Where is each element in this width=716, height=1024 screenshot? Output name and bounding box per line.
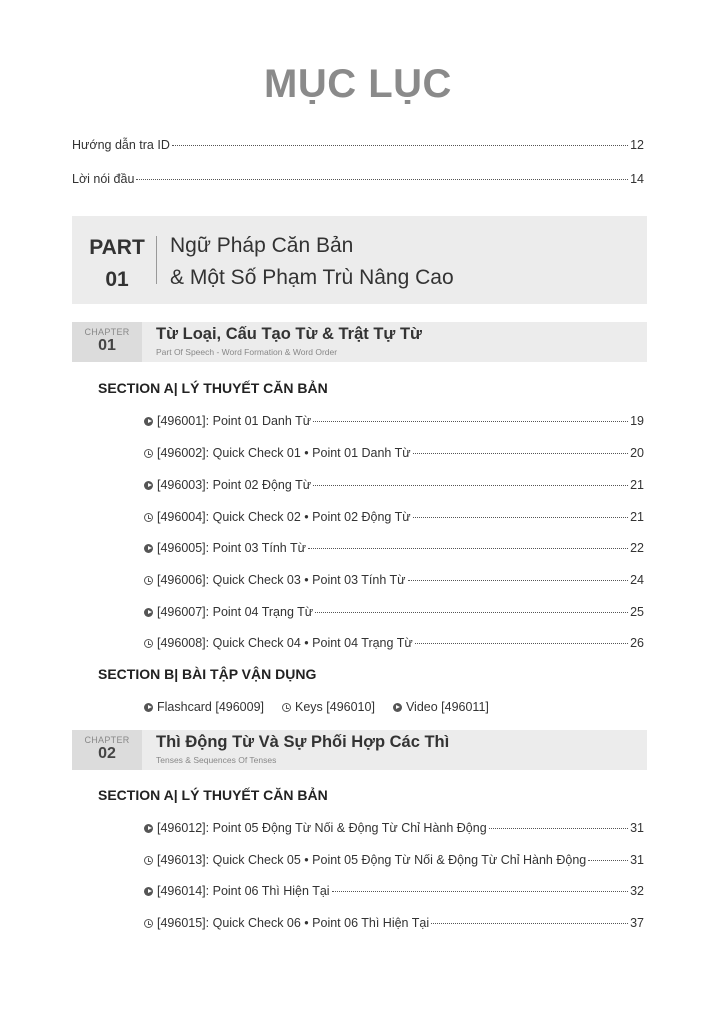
- toc-entry-label: Hướng dẫn tra ID: [72, 138, 170, 152]
- keys-link[interactable]: [282, 700, 375, 714]
- dot-leader: [172, 145, 628, 146]
- toc-item-label: [496004]: Quick Check 02 • Point 02 Động Từ: [157, 510, 411, 524]
- toc-item-label: [496006]: Quick Check 03 • Point 03 Tính Từ: [157, 573, 406, 587]
- section-a-heading: SECTION A| LÝ THUYẾT CĂN BẢN: [98, 787, 328, 803]
- dot-leader: [313, 421, 628, 422]
- toc-item[interactable]: [144, 541, 644, 555]
- clock-icon: [144, 576, 153, 585]
- toc-item-page: 31: [630, 853, 644, 867]
- toc-item[interactable]: [144, 446, 644, 460]
- dot-leader: [489, 828, 628, 829]
- dot-leader: [588, 860, 628, 861]
- chapter-word: CHAPTER: [84, 735, 130, 745]
- play-icon: [393, 703, 402, 712]
- toc-item-label: [496007]: Point 04 Trạng Từ: [157, 605, 314, 619]
- toc-item[interactable]: [144, 605, 644, 619]
- clock-icon: [282, 703, 291, 712]
- toc-item[interactable]: [144, 853, 644, 867]
- part-header: [72, 216, 647, 304]
- part-title-line1: Ngữ Pháp Căn Bản: [170, 234, 354, 257]
- chapter-subtitle: Tenses & Sequences Of Tenses: [156, 755, 277, 765]
- part-number: 01: [105, 268, 129, 291]
- clock-icon: [144, 449, 153, 458]
- part-divider: [156, 236, 157, 284]
- toc-entry-id-guide[interactable]: [72, 138, 644, 152]
- toc-item-page: 31: [630, 821, 644, 835]
- dot-leader: [308, 548, 628, 549]
- video-link[interactable]: [393, 700, 489, 714]
- part-title: [170, 230, 454, 294]
- toc-item-page: 19: [630, 414, 644, 428]
- toc-item-page: 20: [630, 446, 644, 460]
- play-icon: [144, 887, 153, 896]
- chapter-word: CHAPTER: [84, 327, 130, 337]
- part-title-line2: & Một Số Phạm Trù Nâng Cao: [170, 266, 454, 289]
- dot-leader: [415, 643, 628, 644]
- toc-entry-preface[interactable]: [72, 172, 644, 186]
- toc-item[interactable]: [144, 916, 644, 930]
- play-icon: [144, 544, 153, 553]
- chapter-number: 01: [98, 337, 116, 354]
- toc-item-label: [496001]: Point 01 Danh Từ: [157, 414, 312, 428]
- toc-item-page: 32: [630, 884, 644, 898]
- clock-icon: [144, 639, 153, 648]
- toc-item-label: [496008]: Quick Check 04 • Point 04 Trạng Từ: [157, 636, 413, 650]
- toc-item-page: 25: [630, 605, 644, 619]
- chapter-subtitle: Part Of Speech - Word Formation & Word Order: [156, 347, 338, 357]
- section-a-heading: SECTION A| LÝ THUYẾT CĂN BẢN: [98, 380, 328, 396]
- toc-item-label: [496005]: Point 03 Tính Từ: [157, 541, 306, 555]
- dot-leader: [136, 179, 628, 180]
- clock-icon: [144, 919, 153, 928]
- dot-leader: [313, 485, 628, 486]
- toc-item[interactable]: [144, 636, 644, 650]
- chapter-title: Thì Động Từ Và Sự Phối Hợp Các Thì: [156, 733, 450, 751]
- toc-item-label: [496002]: Quick Check 01 • Point 01 Danh Từ: [157, 446, 411, 460]
- play-icon: [144, 481, 153, 490]
- section-b-heading: SECTION B| BÀI TẬP VẬN DỤNG: [98, 666, 317, 682]
- toc-item[interactable]: [144, 573, 644, 587]
- toc-entry-page: 12: [630, 138, 644, 152]
- toc-item[interactable]: [144, 884, 644, 898]
- clock-icon: [144, 513, 153, 522]
- part-word: PART: [89, 236, 145, 259]
- chapter-header-02: [72, 730, 647, 770]
- toc-item-page: 21: [630, 478, 644, 492]
- play-icon: [144, 703, 153, 712]
- chapter-title: Từ Loại, Cấu Tạo Từ & Trật Tự Từ: [156, 325, 422, 343]
- toc-item[interactable]: [144, 510, 644, 524]
- toc-item-label: [496013]: Quick Check 05 • Point 05 Động Từ Nối & Động Từ Chỉ Hành Động: [157, 853, 587, 867]
- toc-item[interactable]: [144, 821, 644, 835]
- play-icon: [144, 417, 153, 426]
- flashcard-link[interactable]: [144, 700, 264, 714]
- page-title: MỤC LỤC: [264, 62, 452, 106]
- play-icon: [144, 608, 153, 617]
- chapter-number: 02: [98, 745, 116, 762]
- chapter-header-01: [72, 322, 647, 362]
- toc-entry-label: Lời nói đầu: [72, 172, 135, 186]
- toc-item-page: 21: [630, 510, 644, 524]
- toc-entry-page: 14: [630, 172, 644, 186]
- chapter-number-block: [72, 322, 142, 362]
- resource-label: Keys [496010]: [295, 700, 375, 714]
- dot-leader: [408, 580, 629, 581]
- dot-leader: [413, 517, 628, 518]
- clock-icon: [144, 856, 153, 865]
- dot-leader: [431, 923, 628, 924]
- toc-item-label: [496012]: Point 05 Động Từ Nối & Động Từ Chỉ Hành Động: [157, 821, 487, 835]
- toc-item-page: 24: [630, 573, 644, 587]
- resource-label: Video [496011]: [405, 700, 489, 714]
- dot-leader: [315, 612, 628, 613]
- toc-item-label: [496015]: Quick Check 06 • Point 06 Thì Hiện Tại: [157, 916, 430, 930]
- toc-item-label: [496014]: Point 06 Thì Hiện Tại: [157, 884, 330, 898]
- dot-leader: [413, 453, 628, 454]
- toc-item-page: 22: [630, 541, 644, 555]
- resource-row: [144, 700, 507, 714]
- chapter-number-block: [72, 730, 142, 770]
- toc-item[interactable]: [144, 478, 644, 492]
- toc-item-page: 37: [630, 916, 644, 930]
- toc-item-label: [496003]: Point 02 Động Từ: [157, 478, 312, 492]
- toc-item[interactable]: [144, 414, 644, 428]
- resource-label: Flashcard [496009]: [157, 700, 265, 714]
- toc-item-page: 26: [630, 636, 644, 650]
- play-icon: [144, 824, 153, 833]
- part-number-block: [86, 232, 148, 296]
- dot-leader: [332, 891, 629, 892]
